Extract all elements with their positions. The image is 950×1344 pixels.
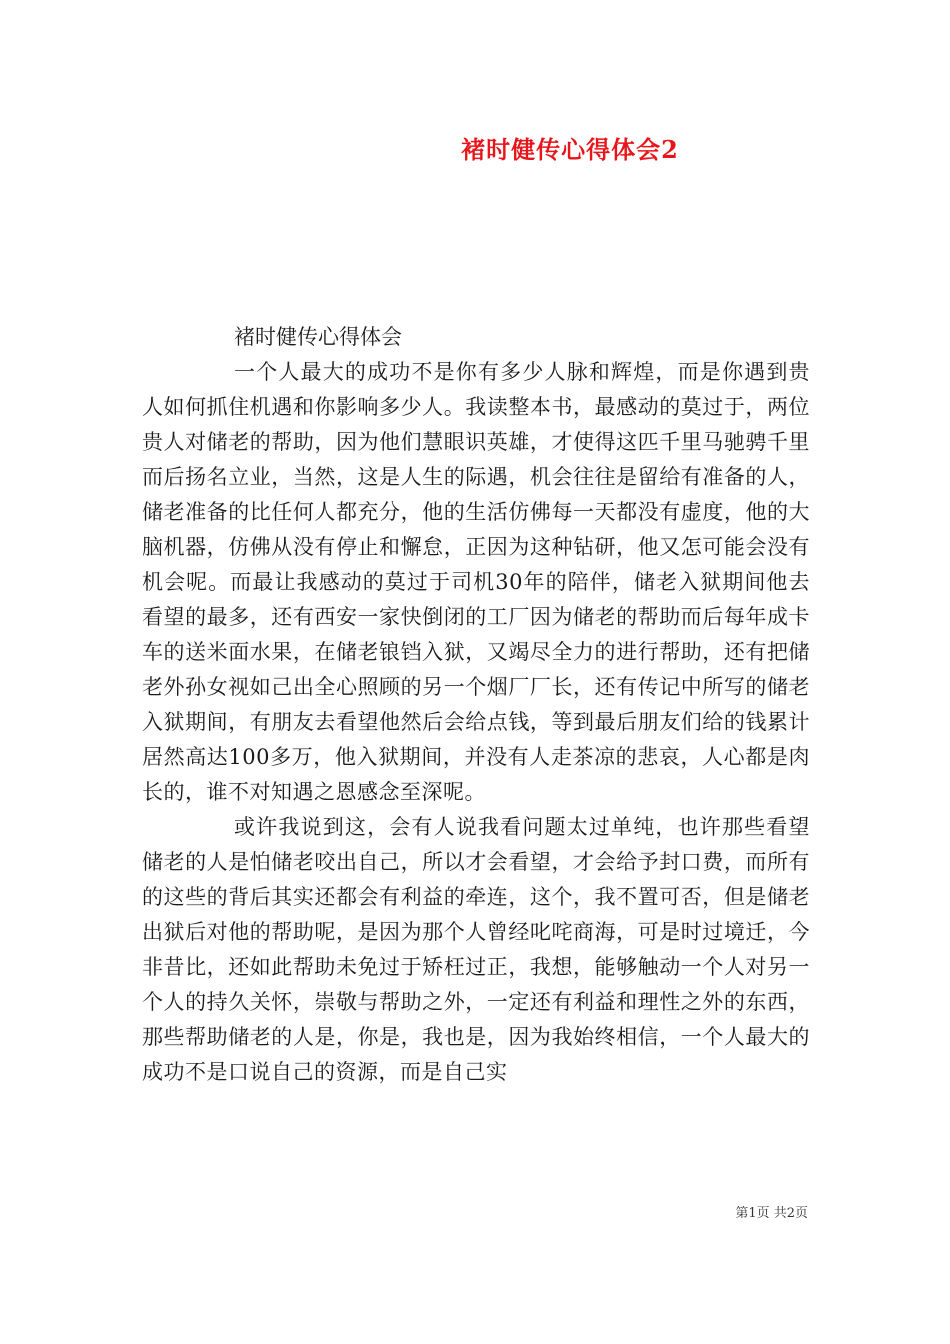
paragraph-1: 一个人最大的成功不是你有多少人脉和辉煌，而是你遇到贵人如何抓住机遇和你影响多少人。我读整本书，最感动的莫过于，两位贵人对储老的帮助，因为他们慧眼识英雄，才使得这匹千里马驰骋千里而后扬名立业，当然，这是人生的际遇，机会往往是留给有准备的人，储老准备的比任何人都充分，他的生活仿佛每一天都没有虚度，他的大脑机器，仿佛从没有停止和懈怠，正因为这种钻研，他又怎可能会没有机会呢。而最让我感动的莫过于司机30年的陪伴，储老入狱期间他去看望的最多，还有西安一家快倒闭的工厂因为储老的帮助而后每年成卡车的送米面水果，在储老锒铛入狱，又竭尽全力的进行帮助，还有把储老外孙女视如己出全心照顾的另一个烟厂厂长，还有传记中所写的储老入狱期间，有朋友去看望他然后会给点钱，等到最后朋友们给的钱累计居然高达100多万，他入狱期间，并没有人走茶凉的悲哀，人心都是肉长的，谁不对知遇之恩感念至深呢。 (142, 360, 810, 804)
document-body (142, 320, 810, 1090)
document-title: 褚时健传心得体会2 (461, 135, 679, 164)
paragraph-2: 或许我说到这，会有人说我看问题太过单纯，也许那些看望储老的人是怕储老咬出自己，所以才会看望，才会给予封口费，而所有的这些的背后其实还都会有利益的牵连，这个，我不置可否，但是储老出狱后对他的帮助呢，是因为那个人曾经叱咤商海，可是时过境迁，今非昔比，还如此帮助未免过于矫枉过正，我想，能够触动一个人对另一个人的持久关怀，崇敬与帮助之外，一定还有利益和理性之外的东西，那些帮助储老的人是，你是，我也是，因为我始终相信，一个人最大的成功不是口说自己的资源，而是自己实 (142, 815, 810, 1084)
document-subtitle: 褚时健传心得体会 (234, 325, 402, 349)
page-number: 第1页 共2页 (735, 1206, 808, 1221)
